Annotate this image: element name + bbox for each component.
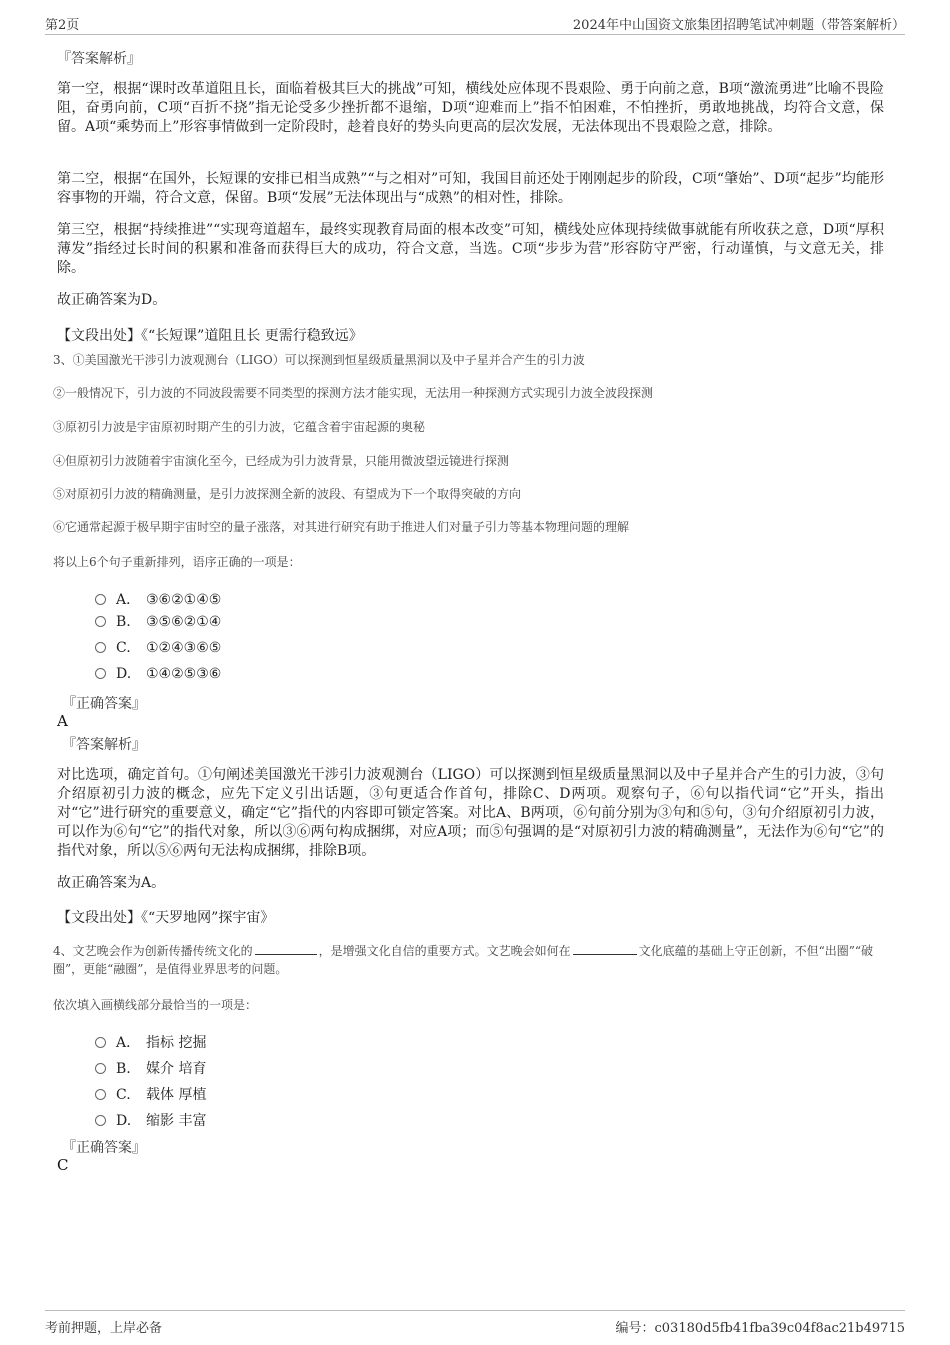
- analysis-paragraph: 第一空，根据“课时改革道阻且长，面临着极其巨大的挑战”可知，横线处应体现不畏艰险、勇于向前之意，B项“激流勇进”比喻不畏险阻，奋勇向前，C项“百折不挠”指无论受多少挫折都不退缩，D项“迎难而上”指不怕困难，不怕挫折，勇敢地挑战，均符合文意，保留。A项“乘势而上”形容事情做到一定阶段时，趁着良好的势头向更高的层次发展，无法体现出不畏艰险之意，排除。: [57, 81, 884, 135]
- analysis-label: 『答案解析』: [57, 51, 141, 67]
- document-title: 2024年中山国资文旅集团招聘笔试冲刺题（带答案解析）: [572, 18, 905, 33]
- page-footer: [45, 1310, 905, 1335]
- radio-button[interactable]: [95, 616, 106, 627]
- radio-button[interactable]: [95, 1037, 106, 1048]
- answer-conclusion: 故正确答案为A。: [57, 875, 166, 891]
- option-label: B.: [116, 1061, 131, 1077]
- analysis-paragraph: 第三空，根据“持续推进”“实现弯道超车，最终实现教育局面的根本改变”可知，横线处应体现持续做事就能有所收获之意，D项“厚积薄发”指经过长时间的积累和准备而获得巨大的成功，符合文意，当选。C项“步步为营”形容防守严密，行动谨慎，与文意无关，排除。: [57, 222, 884, 276]
- source-citation: 【文段出处】《“长短课”道阻且长 更需行稳致远》: [57, 328, 363, 344]
- option-label: B.: [116, 614, 131, 630]
- stem-text: 4、文艺晚会作为创新传播传统文化的: [53, 944, 253, 958]
- correct-answer: A: [57, 712, 68, 730]
- stem-text: 文化底蕴的基础上守正创新，不但“出圈”“破圈”，更能“融圈”，是值得业界思考的问题。: [53, 944, 874, 976]
- option-a[interactable]: [95, 589, 221, 607]
- option-text: 指标 挖掘: [146, 1035, 207, 1051]
- option-label: C.: [116, 640, 131, 656]
- option-label: D.: [116, 666, 132, 682]
- option-text: 缩影 丰富: [146, 1113, 207, 1129]
- radio-button[interactable]: [95, 642, 106, 653]
- option-text: ③⑤⑥②①④: [146, 614, 222, 630]
- question-sentence: ⑤对原初引力波的精确测量，是引力波探测全新的波段、有望成为下一个取得突破的方向: [53, 487, 522, 501]
- option-label: A．: [116, 1035, 141, 1051]
- question-sentence: ②一般情况下，引力波的不同波段需要不同类型的探测方法才能实现，无法用一种探测方式实现引力波全波段探测: [53, 386, 654, 400]
- option-label: C.: [116, 1087, 131, 1103]
- source-citation: 【文段出处】《“天罗地网”探宇宙》: [57, 910, 275, 926]
- option-text: ①④②⑤③⑥: [146, 666, 222, 682]
- option-text: ③⑥②①④⑤: [146, 592, 222, 608]
- radio-button[interactable]: [95, 1063, 106, 1074]
- correct-answer-label: 『正确答案』: [62, 696, 146, 712]
- option-label: A．: [116, 592, 141, 608]
- page-header: [45, 12, 905, 35]
- question-prompt: 依次填入画横线部分最恰当的一项是：: [53, 998, 258, 1012]
- document-id: 编号：c03180d5fb41fba39c04f8ac21b49715: [615, 1321, 905, 1336]
- question-stem: [53, 942, 890, 978]
- radio-button[interactable]: [95, 1089, 106, 1100]
- option-c[interactable]: [95, 640, 221, 658]
- option-text: 载体 厚植: [146, 1087, 207, 1103]
- blank-2: [573, 942, 637, 955]
- option-d[interactable]: [95, 1110, 206, 1128]
- radio-button[interactable]: [95, 1115, 106, 1126]
- question-sentence: 3、①美国激光干涉引力波观测台（LIGO）可以探测到恒星级质量黑洞以及中子星并合产生的引力波: [53, 353, 585, 367]
- answer-conclusion: 故正确答案为D。: [57, 292, 167, 308]
- question-sentence: ④但原初引力波随着宇宙演化至今，已经成为引力波背景，只能用微波望远镜进行探测: [53, 454, 510, 468]
- footer-slogan: 考前押题，上岸必备: [45, 1321, 163, 1336]
- question-sentence: ③原初引力波是宇宙原初时期产生的引力波，它蕴含着宇宙起源的奥秘: [53, 420, 426, 434]
- correct-answer-label: 『正确答案』: [62, 1140, 146, 1156]
- option-text: 媒介 培育: [146, 1061, 207, 1077]
- page-number: 第2页: [45, 18, 80, 33]
- option-b[interactable]: [95, 1058, 206, 1076]
- correct-answer: C: [57, 1156, 69, 1174]
- option-label: D.: [116, 1113, 132, 1129]
- blank-1: [255, 942, 317, 955]
- option-d[interactable]: [95, 666, 221, 684]
- analysis-paragraph: 第二空，根据“在国外，长短课的安排已相当成熟”“与之相对”可知，我国目前还处于刚刚起步的阶段，C项“肇始”、D项“起步”均能形容事物的开端，符合文意，保留。B项“发展”无法体现出与“成熟”的相对性，排除。: [57, 171, 884, 206]
- analysis-paragraph: 对比选项，确定首句。①句阐述美国激光干涉引力波观测台（LIGO）可以探测到恒星级质量黑洞以及中子星并合产生的引力波，③句介绍原初引力波的概念，应先下定义引出话题，③句更适合作首句，排除C、D两项。观察句子，⑥句以指代词“它”开头，指出对“它”进行研究的重要意义，确定“它”指代的内容即可锁定答案。对比A、B两项，⑥句前分别为③句和⑤句，③句介绍原初引力波，可以作为⑥句“它”的指代对象，所以③⑥两句构成捆绑，对应A项；而⑤句强调的是“对原初引力波的精确测量”，无法作为⑥句“它”的指代对象，所以⑤⑥两句无法构成捆绑，排除B项。: [57, 767, 884, 859]
- radio-button[interactable]: [95, 668, 106, 679]
- radio-button[interactable]: [95, 594, 106, 605]
- option-b[interactable]: [95, 614, 221, 632]
- option-c[interactable]: [95, 1084, 206, 1102]
- question-prompt: 将以上6个句子重新排列，语序正确的一项是：: [53, 555, 301, 569]
- option-text: ①②④③⑥⑤: [146, 640, 222, 656]
- analysis-label: 『答案解析』: [62, 737, 146, 753]
- option-a[interactable]: [95, 1032, 206, 1050]
- stem-text: ，是增强文化自信的重要方式。文艺晚会如何在: [318, 944, 571, 958]
- question-sentence: ⑥它通常起源于极早期宇宙时空的量子涨落，对其进行研究有助于推进人们对量子引力等基本物理问题的理解: [53, 520, 630, 534]
